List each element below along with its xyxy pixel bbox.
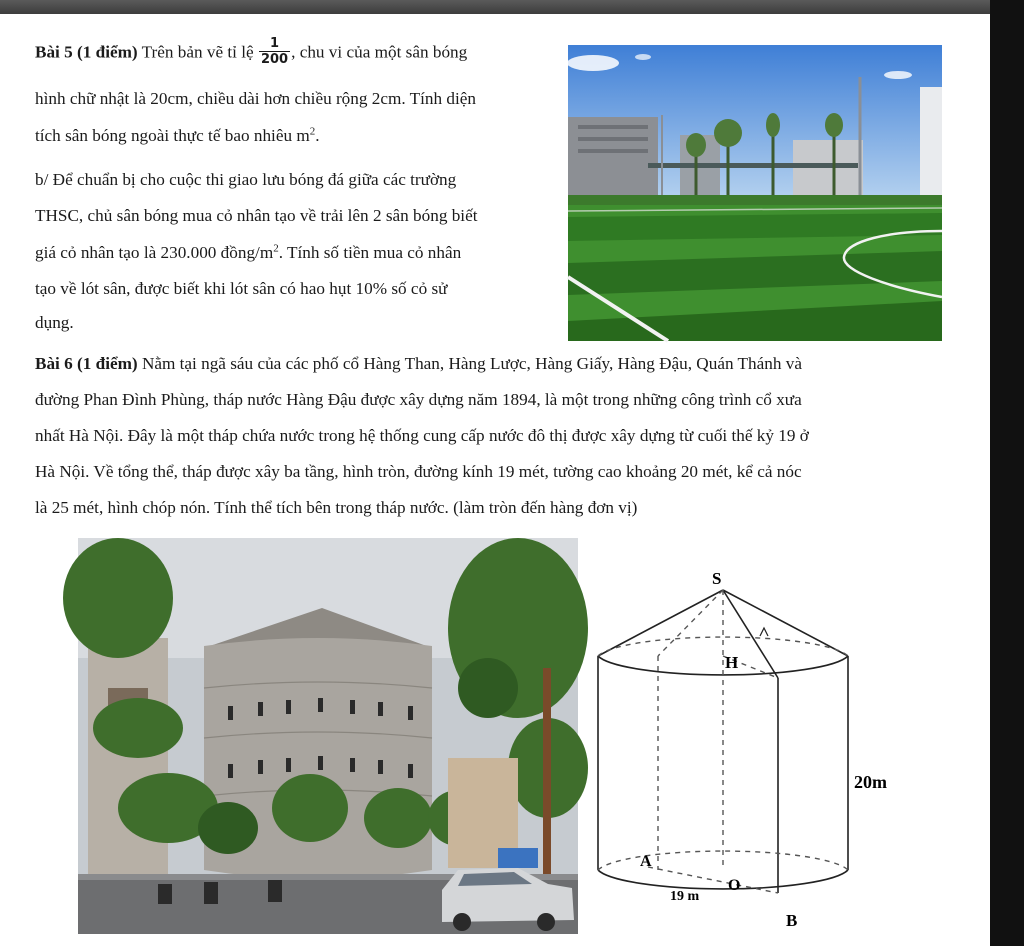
cone-cylinder-diagram [588,554,887,930]
label-height-20m: 20m [854,772,887,792]
bai5b-line2: THSC, chủ sân bóng mua cỏ nhân tạo về trải lên 2 sân bóng biết [35,206,478,225]
bai6-line1: Bài 6 (1 điểm) Nằm tại ngã sáu của các phố cổ Hàng Than, Hàng Lược, Hàng Giấy, Hàng Đậu, Quán Thánh và [35,354,802,373]
label-a: A [640,853,652,870]
document-page [0,14,990,946]
bai5b-line1: b/ Để chuẩn bị cho cuộc thi giao lưu bóng đá giữa các trường [35,170,457,189]
label-b: B [786,911,798,930]
bai6-line5: là 25 mét, hình chóp nón. Tính thể tích bên trong tháp nước. (làm tròn đến hàng đơn vị) [35,498,638,517]
right-edge-bar [990,0,1024,946]
label-o: O [728,877,741,894]
water-tower-photo [78,538,578,934]
label-h: H [725,653,739,672]
bai5b-line3: giá cỏ nhân tạo là 230.000 đồng/$m^2$. Tính số tiền mua cỏ nhân [35,242,462,262]
bai5b-line5: dụng. [35,313,74,332]
bai5-line1: Bài 5 (1 điểm) Trên bản vẽ tỉ lệ $\frac{1}{200}$ , chu vi của một sân bóng [35,36,468,67]
bai6-line4: Hà Nội. Về tổng thể, tháp được xây ba tầng, hình tròn, đường kính 19 mét, tường cao khoảng 20 mét, kể cả nóc [35,462,802,481]
bai6-line2: đường Phan Đình Phùng, tháp nước Hàng Đậu được xây dựng năm 1894, là một trong những công trình cổ xưa [35,390,802,409]
bai5-title: Bài 5 (1 điểm) [35,42,138,62]
scale-ratio-fraction: $\frac{1}{200}$ [260,36,289,67]
bai5-line3: tích sân bóng ngoài thực tế bao nhiêu $m^2$. [35,125,320,145]
bai6-title: Bài 6 (1 điểm) [35,354,138,373]
label-diameter-19m: 19 m [670,889,700,904]
bai5-line2: hình chữ nhật là 20cm, chiều dài hơn chiều rộng 2cm. Tính diện [35,89,476,108]
bai6-line3: nhất Hà Nội. Đây là một tháp chứa nước trong hệ thống cung cấp nước đô thị được xây dựng từ cuối thế kỷ 19 ở [35,426,809,445]
bai5b-line4: tạo về lót sân, được biết khi lót sân có hao hụt 10% số cỏ sử [35,279,448,298]
football-field-photo [568,45,942,341]
window-top-bar [0,0,1024,14]
label-s: S [712,569,722,588]
